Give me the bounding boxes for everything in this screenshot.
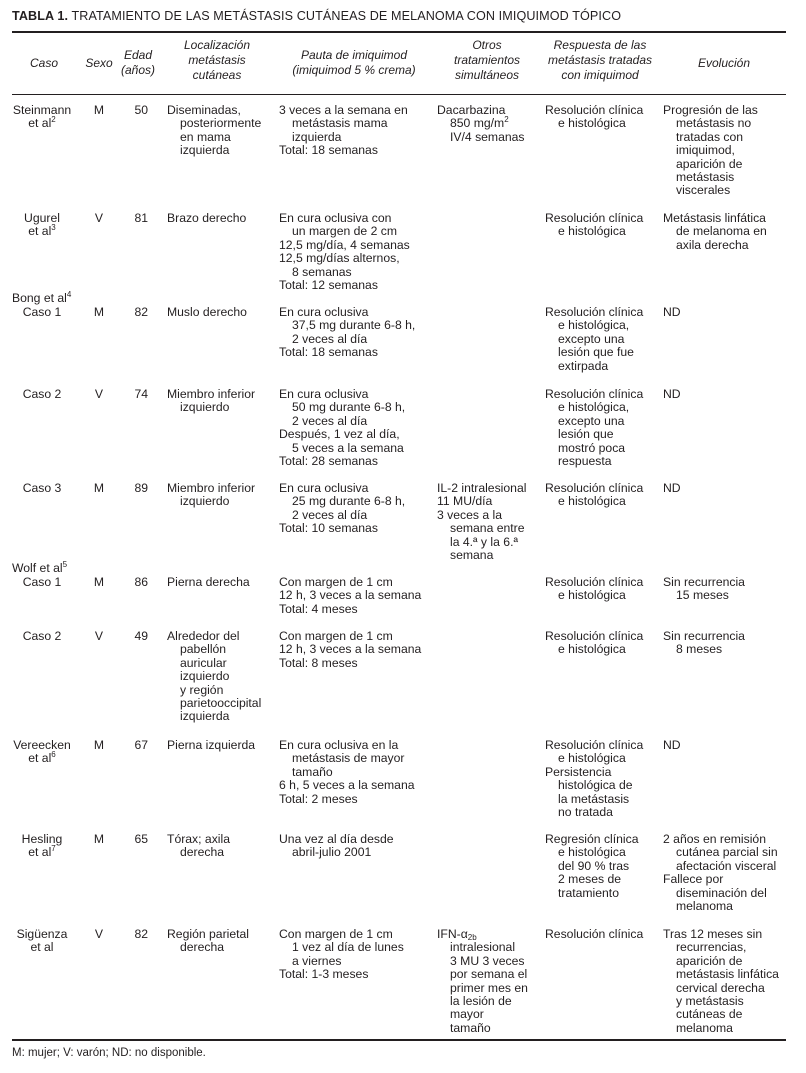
cell-line: En cura oclusiva [279, 481, 369, 495]
cell-line: izquierdo [180, 669, 230, 684]
cell-localizacion [167, 104, 277, 158]
cell-line: y región [180, 682, 224, 697]
cell-line: la lesión de [450, 994, 512, 1009]
cell-pauta [279, 739, 435, 806]
cell-line: Total: 18 semanas [279, 345, 378, 360]
cell-line: Resolución clínica [545, 738, 644, 752]
cell-line: pabellón [180, 642, 227, 657]
cell-line: axila derecha [676, 237, 749, 252]
cell-localizacion [167, 739, 277, 752]
cell-line: Total: 2 meses [279, 791, 358, 806]
header-evolucion: Evolución [697, 56, 751, 70]
cell-line: e histológica [558, 224, 626, 239]
cell-sexo [86, 212, 112, 225]
header-edad: Edad (años) [120, 48, 155, 77]
cell-localizacion [167, 833, 277, 860]
cell-line: Total: 8 meses [279, 655, 358, 670]
header-pauta: Pauta de imiquimod (imiquimod 5 % crema) [292, 48, 416, 77]
cell-caso [12, 576, 72, 589]
cell-line: M [93, 103, 105, 117]
cell-pauta [279, 928, 435, 982]
cell-line: Resolución clínica [545, 305, 644, 319]
cell-sexo [86, 833, 112, 846]
cell-line: recurrencias, [676, 940, 747, 955]
cell-pauta [279, 104, 435, 158]
group-label: Bong et $al^4$ [12, 290, 72, 305]
cell-line: derecha [180, 845, 225, 860]
cell-caso [12, 630, 72, 643]
cell-line: et $al^7$ [28, 844, 56, 860]
cell-line: V [94, 387, 104, 401]
cell-line: diseminación del [676, 885, 767, 900]
header-sexo: Sexo [85, 56, 113, 70]
cell-line: 6 h, 5 veces a la semana [279, 778, 415, 793]
cell-line: Sin recurrencia [663, 575, 745, 589]
cell-line: Dacarbazina [437, 103, 506, 117]
cell-line: e histológica [558, 116, 626, 131]
cell-line: En cura oclusiva con [279, 211, 392, 225]
header-respuesta: Respuesta de las metástasis tratadas con imiquimod [547, 38, 653, 82]
cell-line: 50 mg durante 6-8 h, [292, 400, 406, 415]
cell-line: de melanoma en [676, 224, 767, 239]
cell-line: ND [663, 481, 681, 495]
cell-line: Caso 1 [22, 305, 62, 319]
cell-line: Región parietal [167, 927, 249, 941]
cell-line: tratamiento [558, 885, 619, 900]
cell-line: tamaño [292, 764, 333, 779]
cell-caso [12, 928, 72, 955]
cell-pauta [279, 630, 435, 670]
cell-line: 15 meses [676, 588, 729, 603]
cell-line: ND [663, 387, 681, 401]
cell-line: en mama [180, 129, 231, 144]
cell-evolucion [663, 104, 789, 198]
cell-line: 67 [134, 738, 148, 752]
cell-line: 25 mg durante 6-8 h, [292, 494, 406, 509]
group-label: Wolf et $al^5$ [12, 560, 68, 575]
table-title-text: TRATAMIENTO DE LAS METÁSTASIS CUTÁNEAS DE MELANOMA CON IMIQUIMOD TÓPICO [71, 9, 622, 23]
bottom-rule [12, 1039, 786, 1041]
cell-line: Tórax; axila [167, 832, 230, 846]
cell-line: 12,5 mg/día, 4 semanas [279, 237, 410, 252]
cell-line: derecha [180, 940, 225, 955]
cell-evolucion [663, 576, 789, 603]
cell-line: Resolución clínica [545, 103, 644, 117]
cell-line: del 90 % tras [558, 858, 630, 873]
cell-line: Total: 10 semanas [279, 521, 378, 536]
cell-line: IL-2 intralesional [437, 481, 527, 495]
cell-otros [437, 928, 541, 1035]
cell-line: 2 veces al día [292, 413, 368, 428]
cell-evolucion [663, 306, 789, 319]
cell-line: Con margen de 1 cm [279, 575, 393, 589]
cell-respuesta [545, 104, 663, 131]
cell-line: Brazo derecho [167, 211, 247, 225]
cell-line: Pierna izquierda [167, 738, 256, 752]
cell-line: excepto una [558, 331, 625, 346]
cell-line: excepto una [558, 413, 625, 428]
cell-edad [120, 630, 148, 643]
cell-line: V [94, 211, 104, 225]
cell-line: Resolución clínica [545, 481, 644, 495]
cell-respuesta [545, 576, 663, 603]
cell-line: e histológica [558, 494, 626, 509]
cell-line: 74 [134, 387, 148, 401]
cell-respuesta [545, 928, 663, 941]
cell-edad [120, 306, 148, 319]
cell-line: 8 meses [676, 642, 723, 657]
cell-line: Caso 1 [22, 575, 62, 589]
cell-respuesta [545, 388, 663, 468]
cell-respuesta [545, 306, 663, 373]
cell-line: En cura oclusiva [279, 387, 369, 401]
cell-line: metástasis linfática [676, 967, 779, 982]
cell-line: auricular [180, 655, 227, 670]
cell-line: 8 semanas [292, 264, 352, 279]
cell-line: 3 veces a la [437, 507, 503, 522]
cell-line: Hesling [21, 832, 63, 846]
cell-line: la 4.ª y la 6.ª [450, 534, 518, 549]
cell-line: e histológica, [558, 318, 630, 333]
table-number: TABLA 1. [12, 9, 69, 23]
cell-evolucion [663, 212, 789, 252]
cell-sexo [86, 928, 112, 941]
cell-line: et $al^6$ [28, 750, 56, 766]
cell-sexo [86, 306, 112, 319]
cell-evolucion [663, 833, 789, 913]
cell-line: Muslo derecho [167, 305, 247, 319]
cell-line: Resolución clínica [545, 575, 644, 589]
cell-line: izquierda [180, 143, 230, 158]
cell-line: metástasis mama [292, 116, 388, 131]
cell-line: Pierna derecha [167, 575, 250, 589]
cell-line: ND [663, 305, 681, 319]
cell-line: 2 veces al día [292, 331, 368, 346]
cell-line: Una vez al día desde [279, 832, 394, 846]
cell-evolucion [663, 630, 789, 657]
cell-line: et $al^2$ [28, 115, 56, 131]
cell-line: y metástasis [676, 994, 744, 1009]
cell-line: 3 veces a la semana en [279, 103, 408, 117]
cell-line: primer mes en [450, 980, 528, 995]
cell-line: afectación visceral [676, 858, 777, 873]
cell-line: 12,5 mg/días alternos, [279, 251, 400, 266]
cell-line: tamaño [450, 1020, 491, 1035]
cell-line: tratadas con [676, 129, 744, 144]
cell-line: Total: 18 semanas [279, 143, 378, 158]
cell-line: Con margen de 1 cm [279, 629, 393, 643]
cell-caso [12, 833, 72, 860]
cell-pauta [279, 576, 435, 616]
cell-line: mostró poca [558, 440, 626, 455]
cell-line: metástasis no [676, 116, 752, 131]
cell-evolucion [663, 388, 789, 401]
cell-line: respuesta [558, 454, 612, 469]
cell-caso [12, 104, 72, 131]
cell-edad [120, 212, 148, 225]
cell-pauta [279, 306, 435, 360]
cell-line: Caso 3 [22, 481, 62, 495]
cell-pauta [279, 482, 435, 536]
cell-line: Resolución clínica [545, 211, 644, 225]
cell-localizacion [167, 388, 277, 415]
cell-line: ND [663, 738, 681, 752]
cell-line: melanoma [676, 1020, 733, 1035]
cell-line: posteriormente [180, 116, 262, 131]
cell-line: Regresión clínica [545, 832, 639, 846]
cell-line: semana [450, 548, 494, 563]
cell-sexo [86, 630, 112, 643]
cell-line: IV/4 semanas [450, 129, 525, 144]
cell-line: V [94, 629, 104, 643]
cell-localizacion [167, 576, 277, 589]
top-rule [12, 31, 786, 33]
cell-line: izquierdo [180, 494, 230, 509]
cell-line: melanoma [676, 899, 733, 914]
cell-line: cervical derecha [676, 980, 765, 995]
header-otros: Otros tratamientos simultáneos [453, 38, 521, 82]
cell-line: mayor [450, 1007, 484, 1022]
cell-line: Sigüenza [16, 927, 68, 941]
cell-line: e histológica, [558, 400, 630, 415]
cell-line: 89 [134, 481, 148, 495]
cell-line: Miembro inferior [167, 387, 256, 401]
cell-edad [120, 833, 148, 846]
cell-pauta [279, 388, 435, 468]
cell-respuesta [545, 482, 663, 509]
cell-localizacion [167, 928, 277, 955]
cell-line: 50 [134, 103, 148, 117]
cell-line: Resolución clínica [545, 927, 644, 941]
cell-line: metástasis [676, 170, 735, 185]
cell-line: Resolución clínica [545, 629, 644, 643]
cell-pauta [279, 833, 435, 860]
cell-line: Persistencia [545, 764, 612, 779]
cell-line: Caso 2 [22, 629, 62, 643]
cell-line: Total: 4 meses [279, 601, 358, 616]
cell-line: por semana el [450, 967, 528, 982]
cell-line: Resolución clínica [545, 387, 644, 401]
cell-line: Con margen de 1 cm [279, 927, 393, 941]
cell-line: 12 h, 3 veces a la semana [279, 588, 422, 603]
cell-line: no tratada [558, 805, 613, 820]
cell-line: 81 [134, 211, 148, 225]
cell-evolucion [663, 482, 789, 495]
cell-line: M [93, 832, 105, 846]
cell-edad [120, 104, 148, 117]
cell-line: histológica de [558, 778, 633, 793]
cell-line: 850 $mg/m^2$ [450, 115, 509, 131]
cell-line: Después, 1 vez al día, [279, 427, 400, 442]
cell-respuesta [545, 739, 663, 819]
header-localizacion: Localización metástasis cutáneas [183, 38, 251, 82]
cell-line: 82 [134, 927, 148, 941]
cell-pauta [279, 212, 435, 292]
cell-caso [12, 739, 72, 766]
cell-line: Vereecken [13, 738, 71, 752]
cell-line: 12 h, 3 veces a la semana [279, 642, 422, 657]
cell-line: 2 veces al día [292, 507, 368, 522]
cell-line: Miembro inferior [167, 481, 256, 495]
cell-evolucion [663, 928, 789, 1035]
cell-line: extirpada [558, 358, 609, 373]
header-caso: Caso [29, 56, 58, 70]
cell-line: a viernes [292, 953, 342, 968]
cell-line: cutánea parcial sin [676, 845, 778, 860]
cell-line: viscerales [676, 183, 731, 198]
cell-line: lesión que [558, 427, 614, 442]
cell-line: 37,5 mg durante 6-8 h, [292, 318, 416, 333]
cell-otros [437, 482, 541, 562]
cell-line: M [93, 305, 105, 319]
cell-sexo [86, 576, 112, 589]
cell-line: 3 MU 3 veces [450, 953, 525, 968]
cell-localizacion [167, 482, 277, 509]
cell-line: et al [30, 940, 54, 955]
cell-line: Diseminadas, [167, 103, 241, 117]
cell-line: un margen de 2 cm [292, 224, 398, 239]
cell-line: 11 MU/día [437, 494, 493, 509]
cell-edad [120, 739, 148, 752]
cell-localizacion [167, 212, 277, 225]
cell-respuesta [545, 630, 663, 657]
cell-line: IFN-$\alpha_{2b}$ [437, 927, 477, 942]
cell-line: aparición de [676, 156, 743, 171]
cell-line: e histológica [558, 845, 626, 860]
cell-line: Steinmann [12, 103, 72, 117]
cell-edad [120, 576, 148, 589]
cell-edad [120, 928, 148, 941]
cell-line: cutáneas de [676, 1007, 743, 1022]
cell-line: Sin recurrencia [663, 629, 745, 643]
cell-line: lesión que fue [558, 345, 634, 360]
cell-line: imiquimod, [676, 143, 735, 158]
cell-sexo [86, 104, 112, 117]
cell-line: V [94, 927, 104, 941]
cell-line: Ugurel [24, 211, 60, 225]
cell-caso [12, 212, 72, 239]
cell-sexo [86, 739, 112, 752]
cell-edad [120, 388, 148, 401]
cell-line: izquierdo [180, 400, 230, 415]
cell-line: 86 [134, 575, 148, 589]
cell-line: e histológica [558, 751, 626, 766]
cell-line: M [93, 738, 105, 752]
cell-evolucion [663, 739, 789, 752]
cell-line: 65 [134, 832, 148, 846]
cell-line: Metástasis linfática [663, 211, 766, 225]
cell-localizacion [167, 306, 277, 319]
cell-caso [12, 482, 72, 495]
cell-line: 5 veces a la semana [292, 440, 404, 455]
table-footnote: M: mujer; V: varón; ND: no disponible. [12, 1047, 206, 1059]
cell-line: semana entre [450, 521, 525, 536]
cell-line: 2 meses de [558, 872, 622, 887]
cell-line: aparición de [676, 953, 743, 968]
cell-line: Total: 28 semanas [279, 454, 378, 469]
cell-line: metástasis de mayor [292, 751, 405, 766]
header-rule [12, 94, 786, 95]
cell-localizacion [167, 630, 277, 724]
cell-line: En cura oclusiva en la [279, 738, 399, 752]
cell-line: Total: 1-3 meses [279, 967, 369, 982]
cell-line: et $al^3$ [28, 223, 56, 239]
cell-line: la metástasis [558, 791, 630, 806]
cell-line: parietooccipital [180, 696, 262, 711]
cell-respuesta [545, 212, 663, 239]
cell-line: M [93, 575, 105, 589]
cell-caso [12, 306, 72, 319]
cell-line: e histológica [558, 588, 626, 603]
cell-line: Total: 12 semanas [279, 278, 378, 293]
cell-line: 49 [134, 629, 148, 643]
cell-respuesta [545, 833, 663, 900]
cell-line: En cura oclusiva [279, 305, 369, 319]
cell-line: izquierda [180, 709, 230, 724]
table-title [12, 9, 621, 23]
cell-line: Alrededor del [167, 629, 240, 643]
cell-edad [120, 482, 148, 495]
cell-sexo [86, 482, 112, 495]
cell-line: 82 [134, 305, 148, 319]
cell-line: Progresión de las [663, 103, 758, 117]
cell-line: Fallece por [663, 872, 724, 887]
cell-line: e histológica [558, 642, 626, 657]
cell-caso [12, 388, 72, 401]
cell-line: M [93, 481, 105, 495]
cell-line: Caso 2 [22, 387, 62, 401]
cell-line: intralesional [450, 940, 516, 955]
cell-line: izquierda [292, 129, 342, 144]
cell-line: abril-julio 2001 [292, 845, 372, 860]
cell-line: 1 vez al día de lunes [292, 940, 404, 955]
cell-otros [437, 104, 541, 144]
cell-sexo [86, 388, 112, 401]
cell-line: 2 años en remisión [663, 832, 766, 846]
cell-line: Tras 12 meses sin [663, 927, 763, 941]
